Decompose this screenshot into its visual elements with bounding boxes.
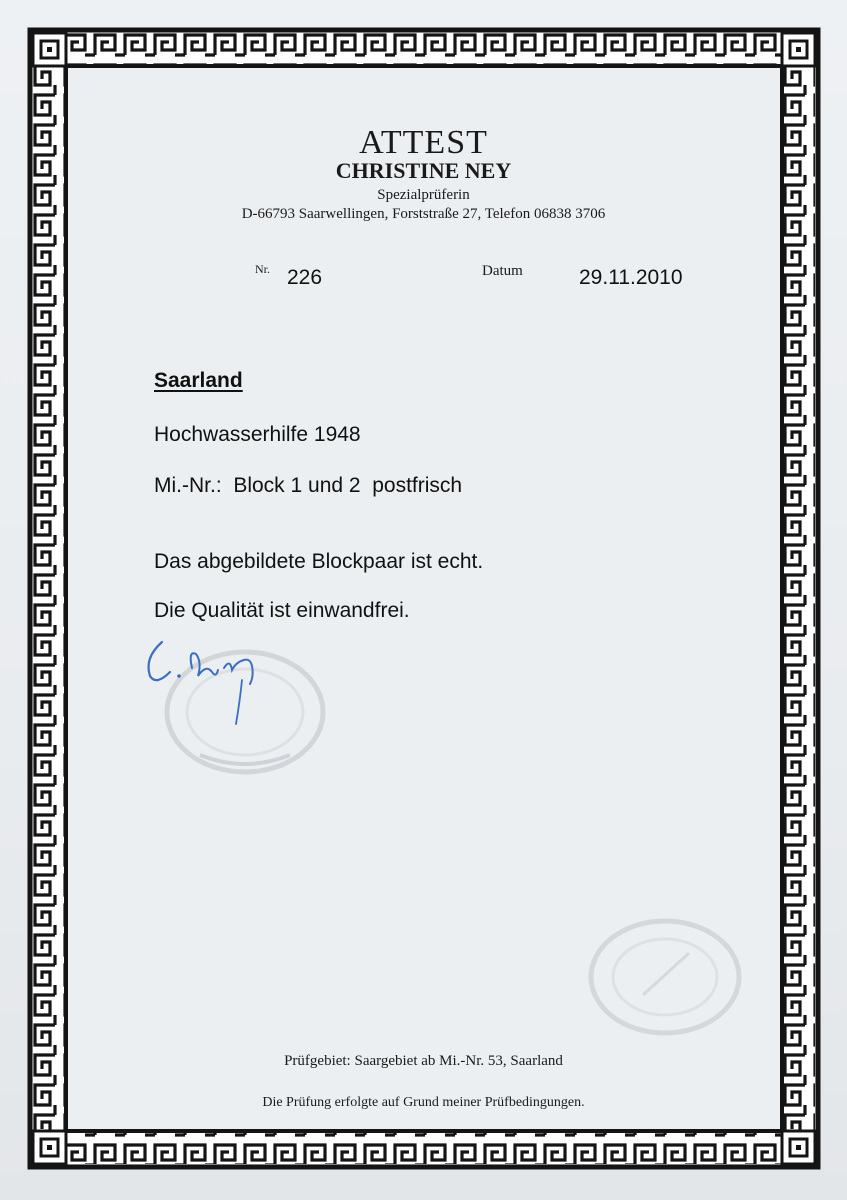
date-label: Datum: [482, 263, 523, 279]
document-title: ATTEST: [359, 124, 488, 161]
region-heading: Saarland: [154, 369, 243, 392]
stamp-issue: Hochwasserhilfe 1948: [154, 423, 361, 446]
examiner-role: Spezialprüferin: [377, 187, 470, 203]
examination-scope: Prüfgebiet: Saargebiet ab Mi.-Nr. 53, Saarland: [284, 1053, 563, 1069]
examination-terms: Die Prüfung erfolgte auf Grund meiner Prüfbedingungen.: [262, 1095, 585, 1110]
examiner-address: D-66793 Saarwellingen, Forststraße 27, Telefon 06838 3706: [241, 206, 606, 222]
examiner-name: CHRISTINE NEY: [335, 158, 512, 183]
authenticity-statement: Das abgebildete Blockpaar ist echt.: [154, 550, 484, 573]
number-label: Nr.: [255, 262, 270, 276]
certificate-date: 29.11.2010: [579, 266, 683, 289]
certificate-number: 226: [287, 266, 323, 289]
handwritten-signature: [140, 628, 280, 728]
quality-statement: Die Qualität ist einwandfrei.: [154, 599, 410, 622]
catalog-number-line: Mi.-Nr.: Block 1 und 2 postfrisch: [154, 474, 463, 497]
embossed-seal-lower: [585, 915, 745, 1040]
